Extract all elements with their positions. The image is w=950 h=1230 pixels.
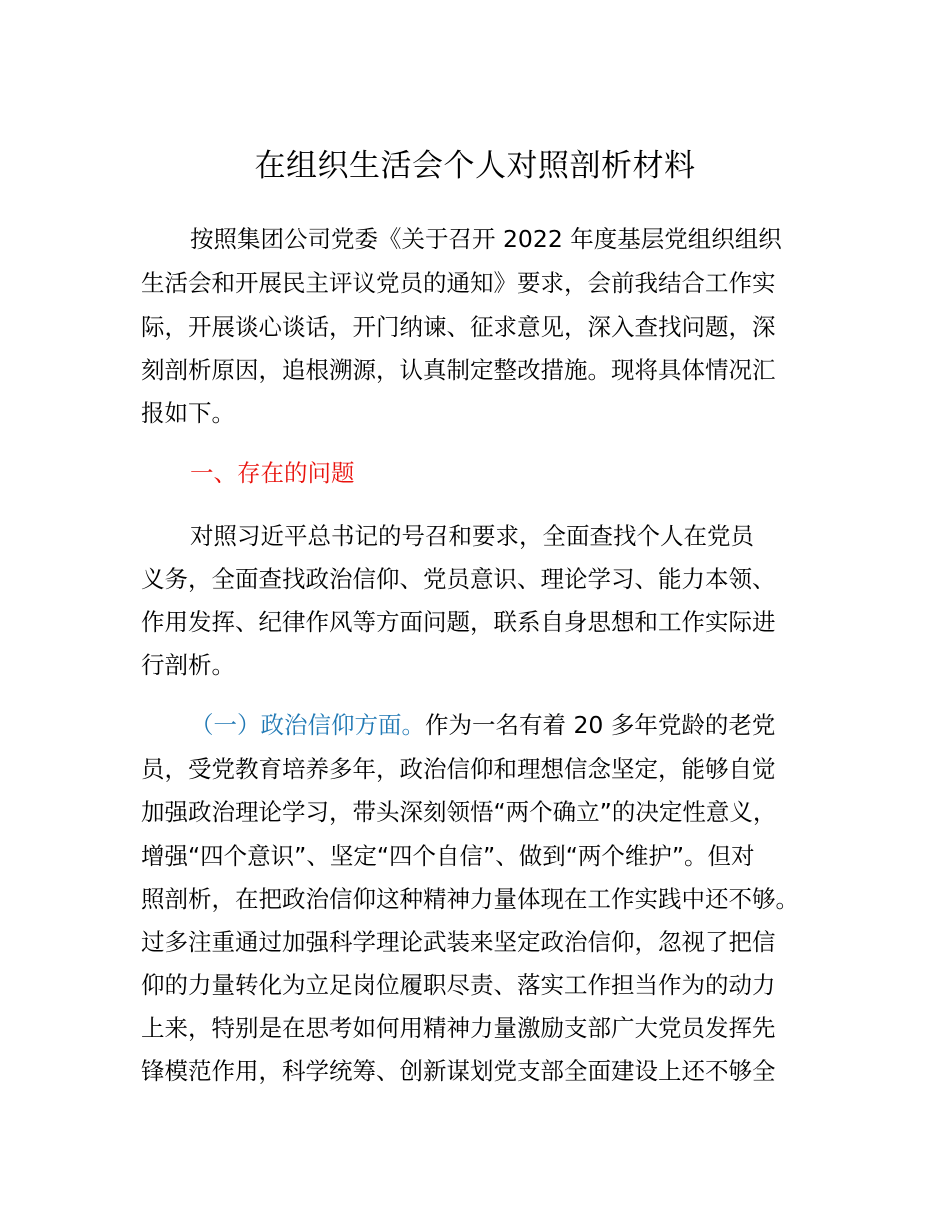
section-paragraph-line: 义务，全面查找政治信仰、党员意识、理论学习、能力本领、 xyxy=(141,565,776,593)
subsection-line: 增强“四个意识”、坚定“四个自信”、做到“两个维护”。但对 xyxy=(141,842,755,870)
section-paragraph-line: 对照习近平总书记的号召和要求，全面查找个人在党员 xyxy=(190,522,754,550)
subsection-heading-political-belief: （一）政治信仰方面。 xyxy=(190,711,425,739)
intro-line: 按照集团公司党委《关于召开 2022 年度基层党组织组织 xyxy=(190,225,782,253)
subsection-line: 上来，特别是在思考如何用精神力量激励支部广大党员发挥先 xyxy=(141,1014,776,1042)
intro-line: 刻剖析原因，追根溯源，认真制定整改措施。现将具体情况汇 xyxy=(141,356,776,384)
section-paragraph-line: 行剖析。 xyxy=(141,651,235,679)
intro-line: 报如下。 xyxy=(141,399,235,427)
subsection-first-line xyxy=(190,708,775,742)
subsection-first-line-text: 作为一名有着 20 多年党龄的老党 xyxy=(425,711,776,739)
subsection-line: 仰的力量转化为立足岗位履职尽责、落实工作担当作为的动力 xyxy=(141,971,776,999)
subsection-line: 过多注重通过加强科学理论武装来坚定政治信仰，忽视了把信 xyxy=(141,928,776,956)
subsection-line: 加强政治理论学习，带头深刻领悟“两个确立”的决定性意义， xyxy=(141,798,777,826)
document-title: 在组织生活会个人对照剖析材料 xyxy=(254,148,696,184)
intro-line: 生活会和开展民主评议党员的通知》要求，会前我结合工作实 xyxy=(141,269,776,297)
subsection-line: 照剖析，在把政治信仰这种精神力量体现在工作实践中还不够。 xyxy=(141,885,799,913)
section-paragraph-line: 作用发挥、纪律作风等方面问题，联系自身思想和工作实际进 xyxy=(141,608,776,636)
intro-line: 际，开展谈心谈话，开门纳谏、征求意见，深入查找问题，深 xyxy=(141,313,776,341)
section-heading-problems: 一、存在的问题 xyxy=(190,459,355,487)
subsection-line: 锋模范作用，科学统筹、创新谋划党支部全面建设上还不够全 xyxy=(141,1057,776,1085)
subsection-line: 员，受党教育培养多年，政治信仰和理想信念坚定，能够自觉 xyxy=(141,755,776,783)
